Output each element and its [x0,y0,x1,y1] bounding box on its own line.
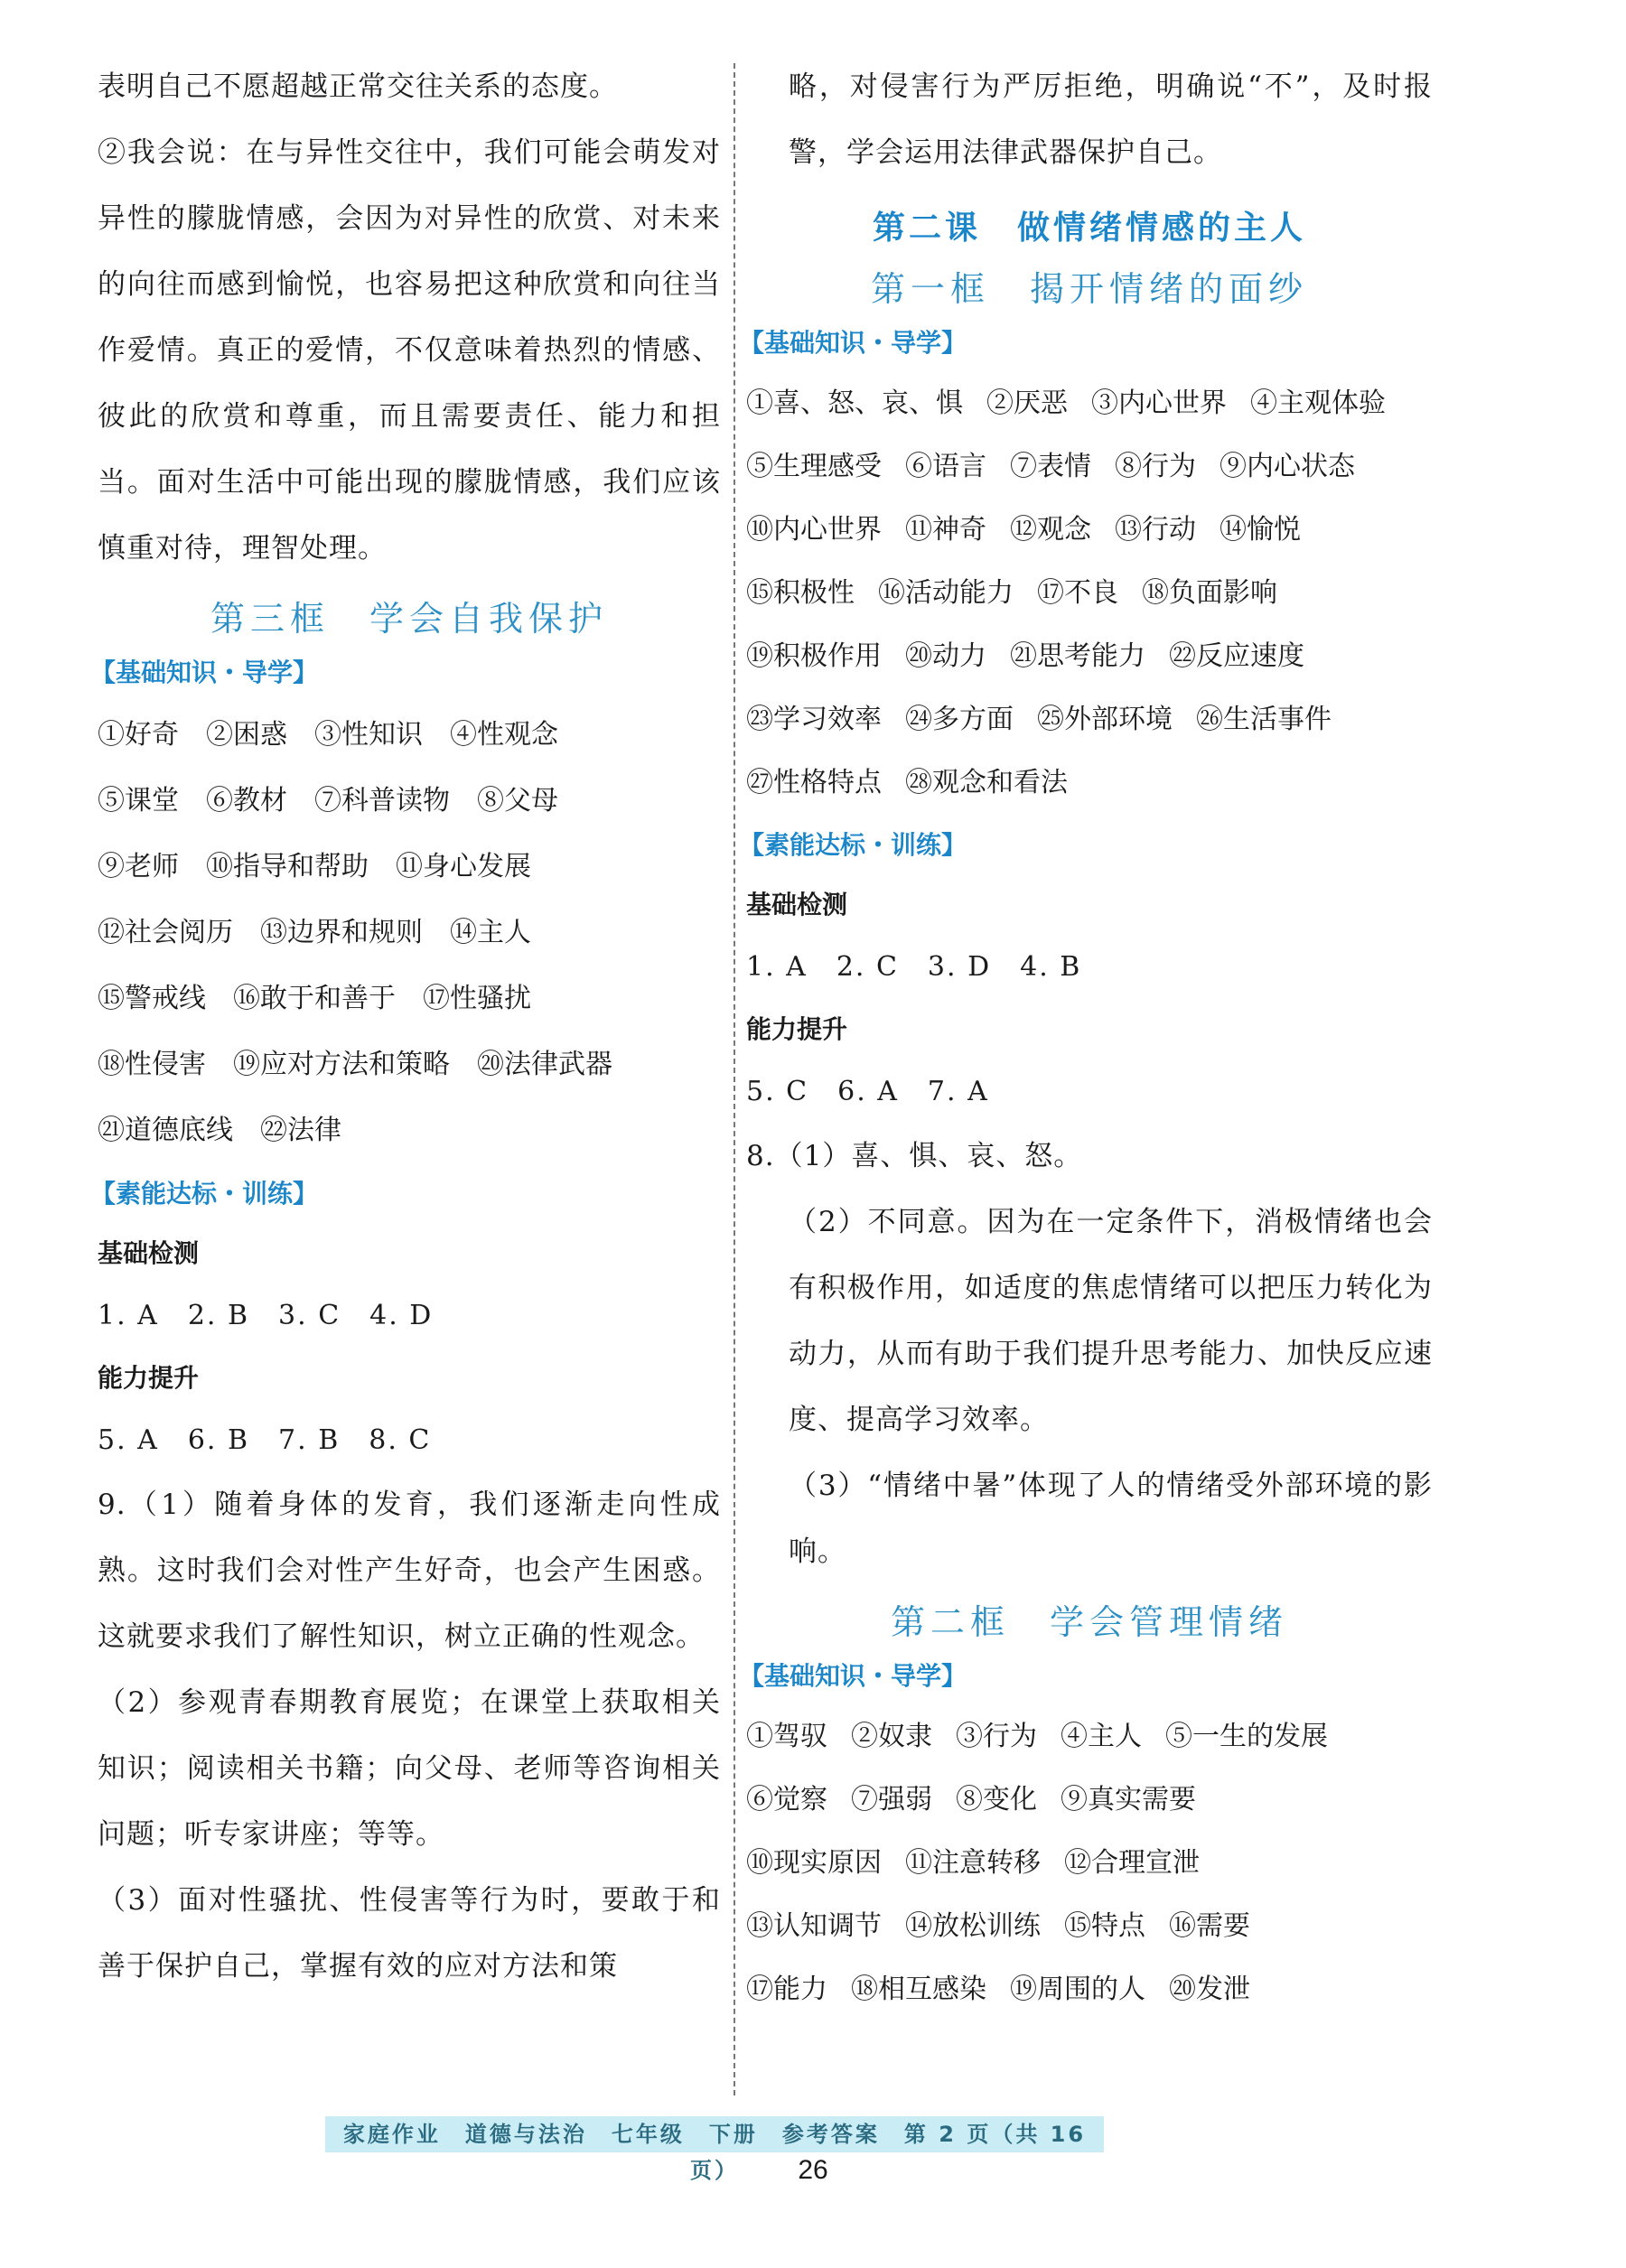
blank-line: ①好奇 ②困惑 ③性知识 ④性观念 [98,719,558,751]
blank-line: ①驾驭 ②奴隶 ③行为 ④主人 ⑤一生的发展 [746,1721,1328,1752]
blank-line: ⑱性侵害 ⑲应对方法和策略 ⑳法律武器 [98,1049,612,1080]
q8-part3: （3）“情绪中暑”体现了人的情绪受外部环境的影响。 [789,1470,1433,1568]
blank-line: ⑨老师 ⑩指导和帮助 ⑪身心发展 [98,851,531,882]
frame1-title: 第一框 揭开情绪的面纱 [870,269,1308,309]
ability-answers: 5. C 6. A 7. A [746,1076,989,1107]
blank-line: ㉗性格特点 ㉘观念和看法 [746,767,1068,798]
blank-line: ⑮积极性 ⑯活动能力 ⑰不良 ⑱负面影响 [746,577,1277,609]
frame2-title: 第二框 学会管理情绪 [890,1602,1288,1642]
basic-knowledge-header-2: 【基础知识・导学】 [739,1661,967,1691]
basic-test-answers: 1. A 2. B 3. C 4. D [98,1300,434,1331]
q9-part1: 9.（1）随着身体的发育，我们逐渐走向性成熟。这时我们会对性产生好奇，也会产生困惑。这就要求我们了解性知识，树立正确的性观念。 [98,1489,721,1653]
blank-line: ⑮警戒线 ⑯敢于和善于 ⑰性骚扰 [98,983,531,1014]
left-intro-text: 表明自己不愿超越正常交往关系的态度。 [98,70,618,103]
right-continuation: 略，对侵害行为严厉拒绝，明确说“不”，及时报警，学会运用法律武器保护自己。 [789,70,1433,169]
left-column [90,54,721,2000]
blank-line: ⑬认知调节 ⑭放松训练 ⑮特点 ⑯需要 [746,1910,1250,1942]
training-header: 【素能达标・训练】 [90,1179,319,1209]
q8-part1: 8.（1）喜、惧、哀、怒。 [746,1140,1083,1172]
lesson2-title: 第二课 做情绪情感的主人 [872,210,1306,247]
right-column [739,54,1433,2021]
blank-line: ㉑道德底线 ㉒法律 [98,1115,341,1146]
left-answer-2: ②我会说：在与异性交往中，我们可能会萌发对异性的朦胧情感，会因为对异性的欣赏、对未来的向往而感到愉悦，也容易把这种欣赏和向往当作爱情。真正的爱情，不仅意味着热烈的情感、彼此的欣赏和尊重，而且需要责任、能力和担当。面对生活中可能出现的朦胧情感，我们应该慎重对待，理智处理。 [98,136,721,565]
blank-line: ⑥觉察 ⑦强弱 ⑧变化 ⑨真实需要 [746,1784,1196,1815]
q9-part3: （3）面对性骚扰、性侵害等行为时，要敢于和善于保护自己，掌握有效的应对方法和策 [98,1884,721,1983]
q9-part2: （2）参观青春期教育展览；在课堂上获取相关知识；阅读相关书籍；向父母、老师等咨询相关问题；听专家讲座；等等。 [98,1686,721,1851]
blank-line: ⑤生理感受 ⑥语言 ⑦表情 ⑧行为 ⑨内心状态 [746,451,1355,482]
blank-line: ⑲积极作用 ⑳动力 ㉑思考能力 ㉒反应速度 [746,640,1304,672]
training-header: 【素能达标・训练】 [739,830,967,860]
frame3-title: 第三框 学会自我保护 [210,599,608,639]
blank-line: ⑰能力 ⑱相互感染 ⑲周围的人 ⑳发泄 [746,1974,1250,2005]
footer-banner: 家庭作业 道德与法治 七年级 下册 参考答案 第 2 页（共 16 页） [325,2116,1104,2152]
ability-label: 能力提升 [98,1363,200,1393]
blank-line: ①喜、怒、哀、惧 ②厌恶 ③内心世界 ④主观体验 [746,387,1386,419]
blank-line: ⑫社会阅历 ⑬边界和规则 ⑭主人 [98,917,531,948]
ability-label: 能力提升 [746,1014,848,1044]
basic-knowledge-header: 【基础知识・导学】 [739,328,967,358]
page-number: 26 [798,2155,828,2185]
basic-knowledge-header: 【基础知识・导学】 [90,658,319,687]
blank-line: ⑤课堂 ⑥教材 ⑦科普读物 ⑧父母 [98,785,558,817]
basic-test-label: 基础检测 [98,1238,200,1268]
ability-answers: 5. A 6. B 7. B 8. C [98,1424,432,1456]
blank-line: ⑩现实原因 ⑪注意转移 ⑫合理宣泄 [746,1847,1200,1879]
blank-line: ⑩内心世界 ⑪神奇 ⑫观念 ⑬行动 ⑭愉悦 [746,514,1301,546]
q8-part2: （2）不同意。因为在一定条件下，消极情绪也会有积极作用，如适度的焦虑情绪可以把压力转化为动力，从而有助于我们提升思考能力、加快反应速度、提高学习效率。 [789,1206,1433,1436]
column-divider [734,63,735,2095]
basic-test-answers: 1. A 2. C 3. D 4. B [746,951,1082,983]
blank-line: ㉓学习效率 ㉔多方面 ㉕外部环境 ㉖生活事件 [746,704,1332,735]
basic-test-label: 基础检测 [746,890,848,919]
